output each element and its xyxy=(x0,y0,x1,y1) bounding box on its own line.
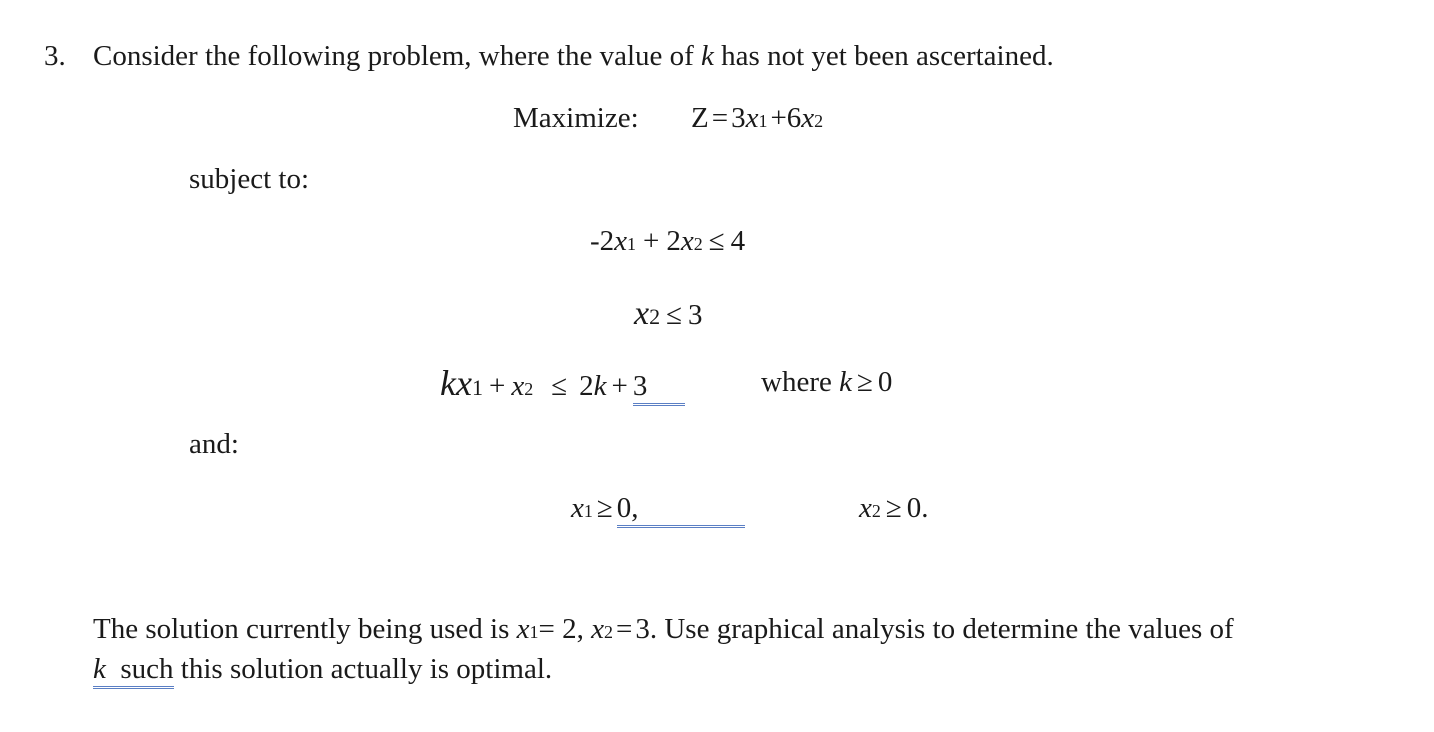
nonneg-x1: $x_1 \ge 0$, xyxy=(571,494,745,523)
solution-line-1: The solution currently being used is $x_1= 2$, $x_2 = 3$. Use graphical analysis to determine the values of xyxy=(93,613,1234,645)
subject-to-label: subject to: xyxy=(189,163,310,195)
nonneg-x2: $x_2 \ge 0$. xyxy=(859,492,929,524)
intro-var-k: k xyxy=(701,40,714,72)
k-such-underlined: k such xyxy=(93,653,174,689)
problem-number: 3. xyxy=(44,40,66,72)
intro-end-text: has not yet been ascertained. xyxy=(721,40,1054,72)
constraint-3-condition: where k ≥ 0 xyxy=(761,366,893,398)
problem-intro xyxy=(93,42,1054,71)
constraint-3: $kx_1 + x_2 \le 2k + 3$ xyxy=(440,365,685,401)
objective-function: $Z = 3x_1 +6x_2$ xyxy=(691,102,824,134)
rhs-const-underlined: 3 xyxy=(633,370,686,406)
x1-val-underlined: 0, xyxy=(617,492,745,528)
objective-label: Maximize: xyxy=(513,102,639,134)
solution-line-2: k such this solution actually is optimal. xyxy=(93,655,552,684)
constraint-1: $-2x_1 + 2x_2 \le 4$ xyxy=(590,225,746,257)
intro-text: Consider the following problem, where the value of xyxy=(93,40,694,72)
constraint-2: $x_2 \le 3$ xyxy=(634,295,703,332)
and-label: and: xyxy=(189,428,239,460)
